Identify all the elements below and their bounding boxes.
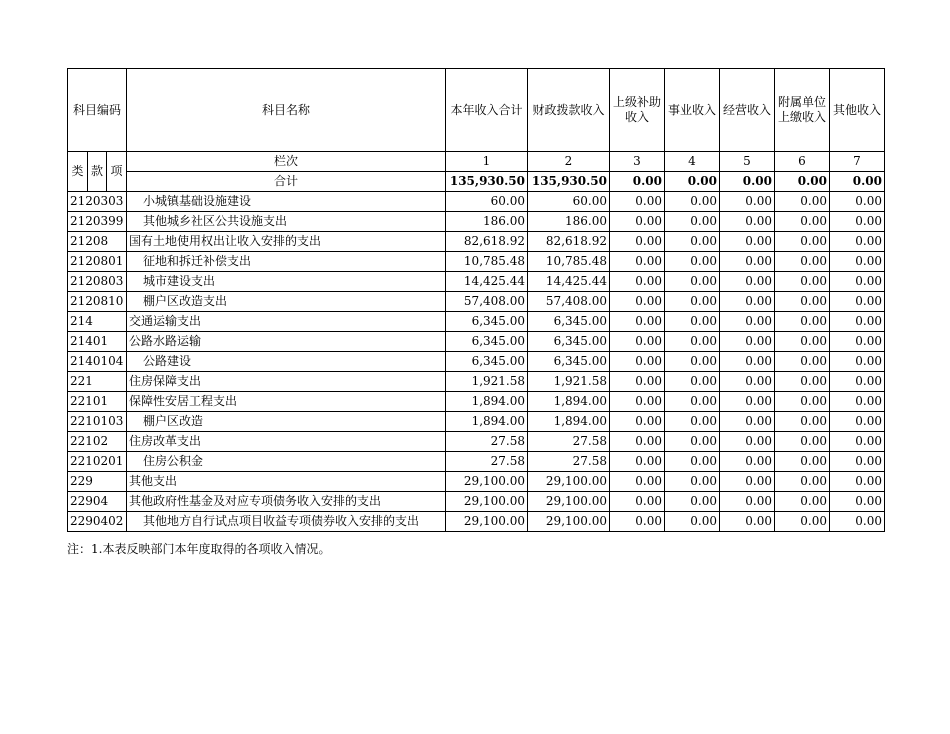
row-value: 0.00	[775, 472, 830, 492]
col-number-3: 3	[610, 152, 665, 172]
row-value: 0.00	[610, 372, 665, 392]
row-value: 0.00	[720, 212, 775, 232]
row-value: 0.00	[665, 352, 720, 372]
table-row	[68, 492, 885, 512]
header-col-7: 其他收入	[830, 69, 885, 152]
row-value: 0.00	[720, 472, 775, 492]
row-value: 0.00	[830, 392, 885, 412]
row-value: 0.00	[610, 212, 665, 232]
header-col-3: 上级补助收入	[610, 69, 665, 152]
row-value: 60.00	[446, 192, 528, 212]
row-code: 21401	[68, 332, 127, 352]
header-col-2: 财政拨款收入	[528, 69, 610, 152]
row-name: 征地和拆迁补偿支出	[127, 252, 446, 272]
row-value: 0.00	[775, 392, 830, 412]
total-value: 0.00	[665, 172, 720, 192]
row-value: 29,100.00	[446, 472, 528, 492]
row-value: 1,894.00	[446, 412, 528, 432]
row-value: 0.00	[610, 352, 665, 372]
row-value: 0.00	[720, 512, 775, 532]
row-name: 其他城乡社区公共设施支出	[127, 212, 446, 232]
header-col-6: 附属单位上缴收入	[775, 69, 830, 152]
header-row	[68, 69, 885, 152]
row-value: 0.00	[775, 272, 830, 292]
row-value: 0.00	[775, 312, 830, 332]
table-row	[68, 392, 885, 412]
row-code: 2120810	[68, 292, 127, 312]
row-name: 其他地方自行试点项目收益专项债券收入安排的支出	[127, 512, 446, 532]
row-value: 0.00	[830, 232, 885, 252]
row-value: 0.00	[610, 232, 665, 252]
row-value: 0.00	[610, 432, 665, 452]
row-value: 1,894.00	[528, 412, 610, 432]
row-value: 0.00	[665, 452, 720, 472]
total-value: 0.00	[720, 172, 775, 192]
row-value: 6,345.00	[528, 352, 610, 372]
row-value: 0.00	[665, 412, 720, 432]
row-value: 0.00	[665, 372, 720, 392]
row-value: 0.00	[665, 312, 720, 332]
row-code: 2120801	[68, 252, 127, 272]
row-value: 0.00	[720, 232, 775, 252]
row-value: 0.00	[720, 412, 775, 432]
col-number-5: 5	[720, 152, 775, 172]
row-name: 城市建设支出	[127, 272, 446, 292]
row-value: 10,785.48	[528, 252, 610, 272]
row-value: 0.00	[665, 512, 720, 532]
row-value: 0.00	[830, 352, 885, 372]
row-value: 0.00	[775, 332, 830, 352]
row-name: 交通运输支出	[127, 312, 446, 332]
row-value: 0.00	[720, 352, 775, 372]
row-name: 保障性安居工程支出	[127, 392, 446, 412]
table-row	[68, 472, 885, 492]
row-value: 0.00	[830, 492, 885, 512]
row-value: 0.00	[720, 332, 775, 352]
row-name: 其他支出	[127, 472, 446, 492]
table-row	[68, 512, 885, 532]
col-number-7: 7	[830, 152, 885, 172]
row-code: 22102	[68, 432, 127, 452]
row-value: 0.00	[775, 212, 830, 232]
row-code: 2120303	[68, 192, 127, 212]
row-value: 0.00	[830, 452, 885, 472]
row-value: 6,345.00	[446, 352, 528, 372]
row-value: 6,345.00	[446, 332, 528, 352]
table-note: 注：1.本表反映部门本年度取得的各项收入情况。	[67, 542, 331, 556]
row-value: 0.00	[610, 512, 665, 532]
row-value: 0.00	[830, 512, 885, 532]
row-code: 214	[68, 312, 127, 332]
row-name: 棚户区改造	[127, 412, 446, 432]
row-name: 棚户区改造支出	[127, 292, 446, 312]
total-value: 0.00	[830, 172, 885, 192]
total-label: 合计	[127, 172, 446, 192]
table-row	[68, 272, 885, 292]
row-value: 0.00	[665, 392, 720, 412]
table-row	[68, 412, 885, 432]
row-value: 29,100.00	[528, 472, 610, 492]
row-value: 0.00	[665, 292, 720, 312]
total-value: 135,930.50	[528, 172, 610, 192]
row-value: 0.00	[720, 392, 775, 412]
col-number-6: 6	[775, 152, 830, 172]
row-value: 0.00	[775, 452, 830, 472]
row-value: 29,100.00	[446, 512, 528, 532]
row-code: 2210103	[68, 412, 127, 432]
col-number-1: 1	[446, 152, 528, 172]
row-code: 22101	[68, 392, 127, 412]
row-code: 22904	[68, 492, 127, 512]
header-xiang: 项	[107, 152, 127, 192]
row-value: 0.00	[665, 332, 720, 352]
row-value: 14,425.44	[528, 272, 610, 292]
row-value: 0.00	[665, 272, 720, 292]
row-value: 186.00	[528, 212, 610, 232]
header-col-1: 本年收入合计	[446, 69, 528, 152]
row-value: 0.00	[830, 412, 885, 432]
row-value: 10,785.48	[446, 252, 528, 272]
row-value: 0.00	[610, 332, 665, 352]
row-value: 0.00	[720, 292, 775, 312]
row-value: 0.00	[775, 232, 830, 252]
table-row	[68, 252, 885, 272]
row-value: 0.00	[720, 272, 775, 292]
col-number-4: 4	[665, 152, 720, 172]
header-col-4: 事业收入	[665, 69, 720, 152]
row-value: 0.00	[720, 192, 775, 212]
row-code: 2120399	[68, 212, 127, 232]
row-value: 0.00	[775, 412, 830, 432]
row-value: 0.00	[830, 192, 885, 212]
row-value: 82,618.92	[528, 232, 610, 252]
table-row	[68, 192, 885, 212]
row-value: 0.00	[665, 232, 720, 252]
table-row	[68, 372, 885, 392]
row-value: 0.00	[830, 332, 885, 352]
row-value: 29,100.00	[528, 512, 610, 532]
row-value: 82,618.92	[446, 232, 528, 252]
row-value: 6,345.00	[528, 332, 610, 352]
header-name: 科目名称	[127, 69, 446, 152]
row-name: 住房公积金	[127, 452, 446, 472]
row-value: 0.00	[830, 292, 885, 312]
row-value: 0.00	[830, 252, 885, 272]
row-name: 公路建设	[127, 352, 446, 372]
row-value: 29,100.00	[528, 492, 610, 512]
header-col-5: 经营收入	[720, 69, 775, 152]
revenue-table	[67, 68, 885, 532]
row-code: 221	[68, 372, 127, 392]
row-value: 0.00	[610, 292, 665, 312]
row-value: 0.00	[775, 192, 830, 212]
row-value: 57,408.00	[528, 292, 610, 312]
row-value: 0.00	[665, 432, 720, 452]
row-code: 2140104	[68, 352, 127, 372]
row-value: 0.00	[720, 492, 775, 512]
row-value: 0.00	[775, 292, 830, 312]
row-value: 6,345.00	[528, 312, 610, 332]
lanci-row	[68, 152, 885, 172]
row-value: 0.00	[720, 432, 775, 452]
row-value: 0.00	[665, 212, 720, 232]
row-value: 0.00	[665, 252, 720, 272]
row-value: 0.00	[610, 252, 665, 272]
table-row	[68, 312, 885, 332]
row-value: 0.00	[610, 452, 665, 472]
total-value: 135,930.50	[446, 172, 528, 192]
row-value: 0.00	[720, 452, 775, 472]
row-value: 0.00	[665, 492, 720, 512]
row-value: 0.00	[830, 312, 885, 332]
row-value: 186.00	[446, 212, 528, 232]
row-value: 0.00	[830, 272, 885, 292]
row-value: 0.00	[665, 472, 720, 492]
total-row	[68, 172, 885, 192]
row-value: 0.00	[720, 252, 775, 272]
row-name: 国有土地使用权出让收入安排的支出	[127, 232, 446, 252]
row-code: 2120803	[68, 272, 127, 292]
row-value: 0.00	[775, 432, 830, 452]
row-value: 0.00	[610, 272, 665, 292]
row-value: 0.00	[830, 212, 885, 232]
row-value: 0.00	[610, 312, 665, 332]
row-name: 住房改革支出	[127, 432, 446, 452]
row-value: 27.58	[446, 452, 528, 472]
row-name: 公路水路运输	[127, 332, 446, 352]
row-value: 1,894.00	[528, 392, 610, 412]
table-row	[68, 232, 885, 252]
row-value: 14,425.44	[446, 272, 528, 292]
col-number-2: 2	[528, 152, 610, 172]
table-row	[68, 352, 885, 372]
row-value: 27.58	[528, 452, 610, 472]
row-name: 小城镇基础设施建设	[127, 192, 446, 212]
row-value: 27.58	[528, 432, 610, 452]
row-value: 0.00	[775, 492, 830, 512]
header-kuan: 款	[88, 152, 107, 192]
row-value: 6,345.00	[446, 312, 528, 332]
row-value: 0.00	[830, 432, 885, 452]
row-code: 21208	[68, 232, 127, 252]
row-value: 60.00	[528, 192, 610, 212]
row-value: 0.00	[665, 192, 720, 212]
row-code: 2290402	[68, 512, 127, 532]
row-value: 27.58	[446, 432, 528, 452]
row-value: 0.00	[720, 372, 775, 392]
row-value: 0.00	[610, 472, 665, 492]
total-value: 0.00	[610, 172, 665, 192]
row-value: 0.00	[610, 492, 665, 512]
row-value: 0.00	[610, 412, 665, 432]
row-value: 0.00	[720, 312, 775, 332]
row-code: 2210201	[68, 452, 127, 472]
total-value: 0.00	[775, 172, 830, 192]
row-name: 其他政府性基金及对应专项债务收入安排的支出	[127, 492, 446, 512]
row-name: 住房保障支出	[127, 372, 446, 392]
table-row	[68, 452, 885, 472]
row-value: 0.00	[775, 252, 830, 272]
row-value: 1,921.58	[446, 372, 528, 392]
row-value: 29,100.00	[446, 492, 528, 512]
lanci-label: 栏次	[127, 152, 446, 172]
row-value: 0.00	[830, 472, 885, 492]
table-row	[68, 212, 885, 232]
row-code: 229	[68, 472, 127, 492]
table-row	[68, 432, 885, 452]
row-value: 0.00	[775, 512, 830, 532]
row-value: 1,894.00	[446, 392, 528, 412]
header-code: 科目编码	[68, 69, 127, 152]
table-row	[68, 292, 885, 312]
table-row	[68, 332, 885, 352]
header-lei: 类	[68, 152, 88, 192]
row-value: 0.00	[610, 392, 665, 412]
row-value: 57,408.00	[446, 292, 528, 312]
row-value: 0.00	[775, 372, 830, 392]
row-value: 0.00	[775, 352, 830, 372]
row-value: 0.00	[830, 372, 885, 392]
row-value: 0.00	[610, 192, 665, 212]
row-value: 1,921.58	[528, 372, 610, 392]
